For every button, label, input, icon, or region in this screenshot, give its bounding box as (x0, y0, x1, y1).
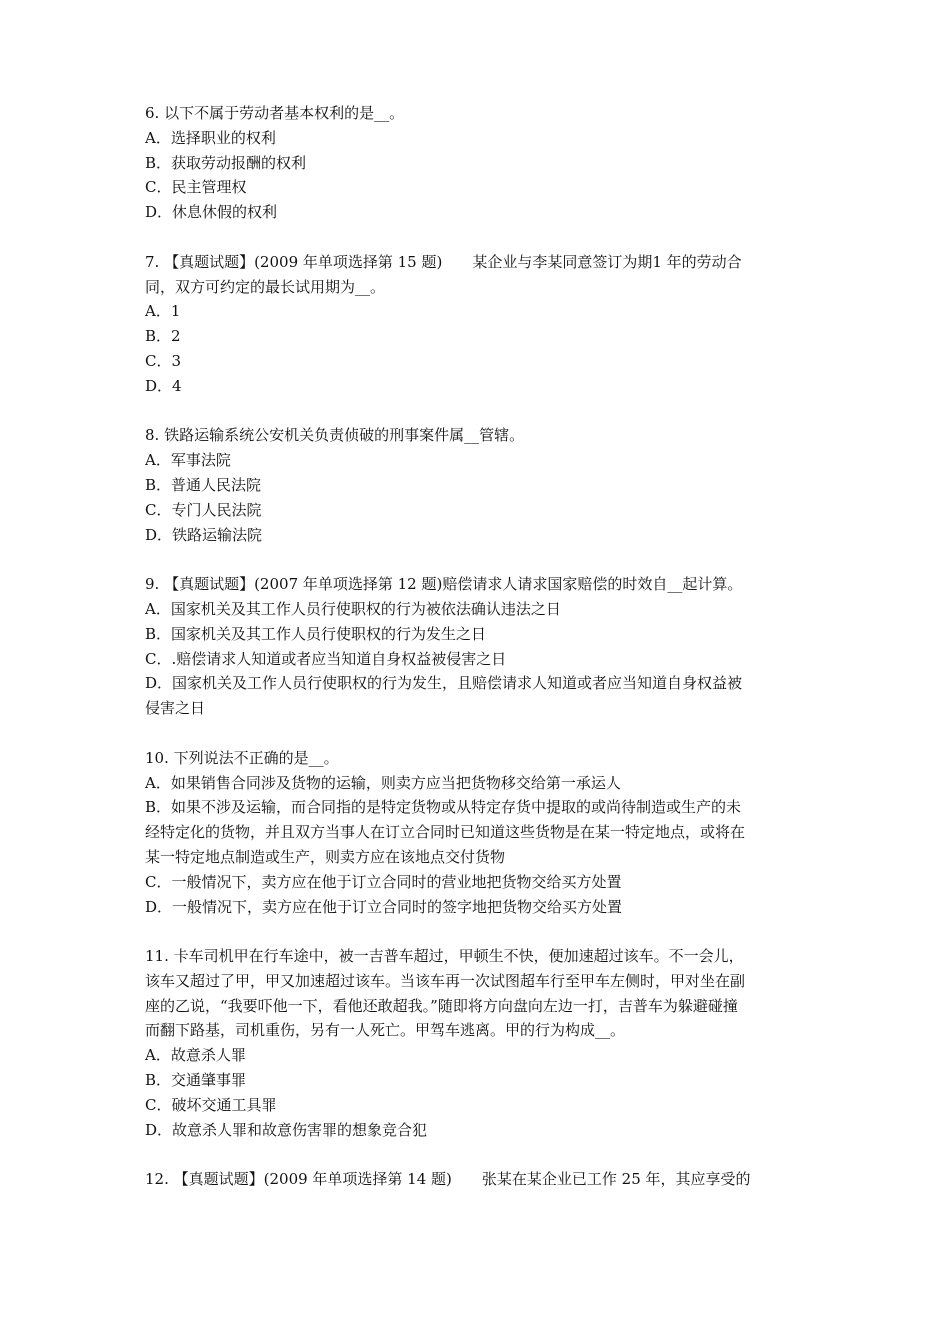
option-d: D．4 (145, 376, 182, 395)
option-d-continued: 侵害之日 (145, 699, 206, 718)
paragraph-gap (145, 721, 813, 746)
paragraph-gap (145, 225, 813, 250)
option-d: D．铁路运输法院 (145, 525, 263, 544)
option-b: B．国家机关及其工作人员行使职权的行为发生之日 (145, 624, 487, 643)
option-a: A．军事法院 (145, 451, 231, 470)
option-d: D．国家机关及工作人员行使职权的行为发生，且赔偿请求人知道或者应当知道自身权益被 (145, 674, 743, 693)
paragraph-gap (145, 399, 813, 424)
option-b-continued: 某一特定地点制造或生产，则卖方应在该地点交付货物 (145, 847, 506, 866)
option-c: C．民主管理权 (145, 178, 247, 197)
question-10 (145, 746, 813, 920)
question-9 (145, 572, 813, 721)
document-page (145, 101, 813, 1192)
question-text-continued: 同，双方可约定的最长试用期为__。 (145, 277, 386, 296)
option-d: D．故意杀人罪和故意伤害罪的想象竞合犯 (145, 1120, 428, 1139)
option-c: C．.赔偿请求人知道或者应当知道自身权益被侵害之日 (145, 649, 507, 668)
option-a: A．如果销售合同涉及货物的运输，则卖方应当把货物移交给第一承运人 (145, 773, 621, 792)
question-text: 7. 【真题试题】(2009 年单项选择第 15 题) 某企业与李某同意签订为期1 年的劳动合 (145, 252, 742, 271)
question-text: 11. 卡车司机甲在行车途中，被一吉普车超过，甲顿生不快，便加速超过该车。不一会儿， (145, 947, 744, 966)
option-b: B．交通肇事罪 (145, 1071, 247, 1090)
option-c: C．3 (145, 351, 182, 370)
question-text-continued: 而翻下路基，司机重伤，另有一人死亡。甲驾车逃离。甲的行为构成__。 (145, 1021, 626, 1040)
option-a: A．故意杀人罪 (145, 1046, 246, 1065)
option-b: B．获取劳动报酬的权利 (145, 153, 307, 172)
option-b: B．2 (145, 327, 181, 346)
option-d: D．一般情况下，卖方应在他于订立合同时的签字地把货物交给买方处置 (145, 897, 623, 916)
question-text-continued: 座的乙说，“我要吓他一下，看他还敢超我。”随即将方向盘向左边一打，吉普车为躲避碰撞 (145, 996, 738, 1015)
option-c: C．破坏交通工具罪 (145, 1095, 277, 1114)
question-text: 8. 铁路运输系统公安机关负责侦破的刑事案件属__管辖。 (145, 426, 525, 445)
option-a: A．国家机关及其工作人员行使职权的行为被依法确认违法之日 (145, 599, 561, 618)
question-8 (145, 423, 813, 547)
option-b: B．如果不涉及运输，而合同指的是特定货物或从特定存货中提取的或尚待制造或生产的未 (145, 798, 742, 817)
question-text: 10. 下列说法不正确的是__。 (145, 748, 339, 767)
question-text: 9. 【真题试题】(2007 年单项选择第 12 题)赔偿请求人请求国家赔偿的时效自__起计算。 (145, 575, 743, 594)
option-c: C．专门人民法院 (145, 500, 262, 519)
question-6 (145, 101, 813, 225)
option-b: B．普通人民法院 (145, 475, 262, 494)
option-b-continued: 经特定化的货物，并且双方当事人在订立合同时已知道这些货物是在某一特定地点，或将在 (145, 823, 746, 842)
question-11 (145, 944, 813, 1142)
question-text: 12. 【真题试题】(2009 年单项选择第 14 题) 张某在某企业已工作 25 年，其应享受的 (145, 1170, 751, 1189)
question-text: 6. 以下不属于劳动者基本权利的是__。 (145, 104, 405, 122)
question-7 (145, 250, 813, 399)
option-c: C．一般情况下，卖方应在他于订立合同时的营业地把货物交给买方处置 (145, 872, 622, 891)
question-12 (145, 1167, 813, 1192)
paragraph-gap (145, 1142, 813, 1167)
option-a: A．1 (145, 302, 181, 321)
question-text-continued: 该车又超过了甲，甲又加速超过该车。当该车再一次试图超车行至甲车左侧时，甲对坐在副 (145, 971, 746, 990)
option-d: D．休息休假的权利 (145, 203, 278, 222)
paragraph-gap (145, 919, 813, 944)
option-a: A．选择职业的权利 (145, 128, 276, 147)
paragraph-gap (145, 547, 813, 572)
